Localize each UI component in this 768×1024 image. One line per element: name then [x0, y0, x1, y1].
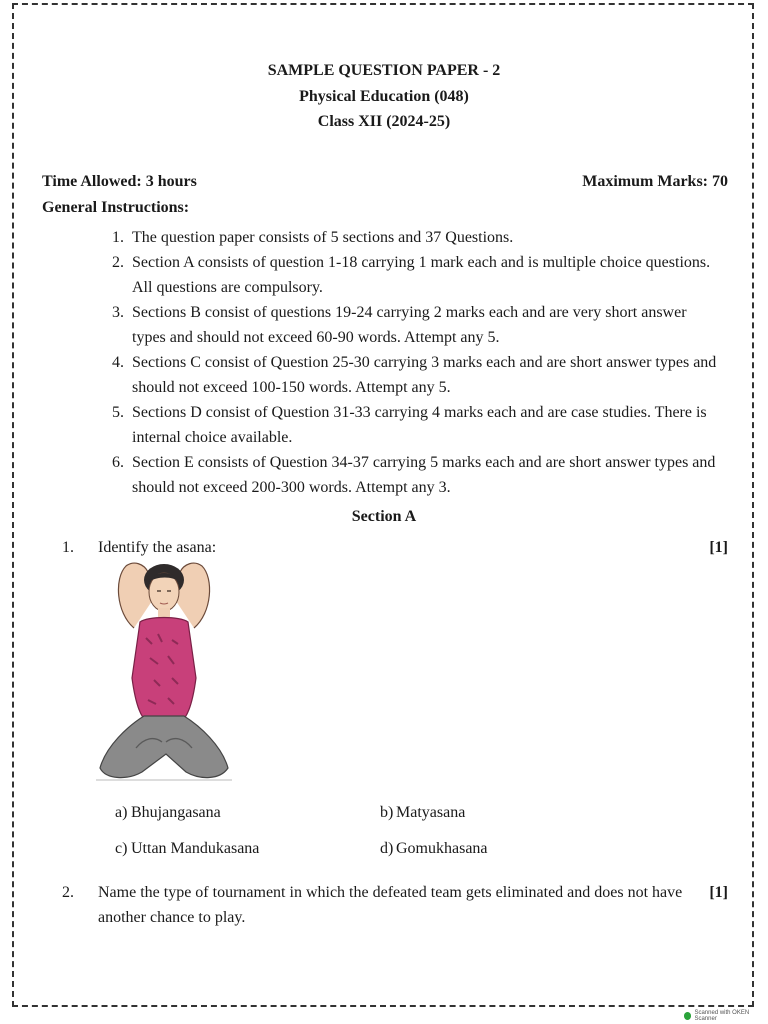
- option-a[interactable]: [115, 804, 221, 822]
- instruction-item: [112, 350, 722, 400]
- question-marks: [1]: [709, 884, 728, 901]
- option-label: b): [380, 804, 394, 821]
- option-label: a): [115, 804, 128, 821]
- instruction-text: Section E consists of Question 34-37 carrying 5 marks each and are short answer types and should not exceed 200-300 words. Attempt any 3.: [132, 454, 716, 496]
- instruction-text: Sections D consist of Question 31-33 carrying 4 marks each and are case studies. There is internal choice available.: [132, 404, 707, 446]
- instruction-number: 4.: [112, 354, 124, 371]
- time-allowed: Time Allowed: 3 hours: [42, 173, 197, 190]
- option-d[interactable]: [380, 840, 488, 858]
- question-number: 2.: [62, 884, 74, 901]
- option-label: d): [380, 840, 394, 857]
- paper-subject: Physical Education (048): [299, 88, 469, 105]
- asana-figure-image: [96, 558, 232, 784]
- scanner-watermark: [684, 1010, 768, 1022]
- instruction-number: 3.: [112, 304, 124, 321]
- question-marks: [1]: [709, 539, 728, 556]
- instruction-item: [112, 450, 722, 500]
- scanner-logo-icon: [684, 1012, 691, 1020]
- section-heading: Section A: [351, 508, 417, 525]
- instruction-number: 1.: [112, 229, 124, 246]
- paper-title: SAMPLE QUESTION PAPER - 2: [267, 62, 501, 79]
- instructions-list: [112, 225, 722, 500]
- instruction-number: 2.: [112, 254, 124, 271]
- question-text: Identify the asana:: [98, 539, 217, 556]
- question-text: Name the type of tournament in which the defeated team gets eliminated and does not have another chance to play.: [98, 884, 683, 926]
- instructions-heading: General Instructions:: [42, 199, 190, 216]
- option-label: c): [115, 840, 128, 857]
- instruction-item: [112, 250, 722, 300]
- question-number: 1.: [62, 539, 74, 556]
- maximum-marks: Maximum Marks: 70: [582, 173, 728, 190]
- option-b[interactable]: [380, 804, 465, 822]
- option-text: Gomukhasana: [396, 840, 488, 857]
- option-c[interactable]: [115, 840, 259, 858]
- instruction-text: Sections B consist of questions 19-24 carrying 2 marks each and are very short answer types and should not exceed 60-90 words. Attempt any 5.: [132, 304, 687, 346]
- instruction-number: 6.: [112, 454, 124, 471]
- instruction-number: 5.: [112, 404, 124, 421]
- instruction-item: [112, 300, 722, 350]
- option-text: Matyasana: [396, 804, 466, 821]
- option-text: Uttan Mandukasana: [131, 840, 260, 857]
- option-text: Bhujangasana: [131, 804, 221, 821]
- scanner-text: Scanned with OKEN Scanner: [694, 1010, 750, 1022]
- instruction-text: The question paper consists of 5 sections and 37 Questions.: [132, 229, 514, 246]
- paper-class: Class XII (2024-25): [317, 113, 451, 130]
- instruction-text: Sections C consist of Question 25-30 carrying 3 marks each and are short answer types and should not exceed 100-150 words. Attempt any 5.: [132, 354, 717, 396]
- instruction-text: Section A consists of question 1-18 carrying 1 mark each and is multiple choice questions. All questions are compulsory.: [132, 254, 711, 296]
- instruction-item: [112, 225, 722, 250]
- instruction-item: [112, 400, 722, 450]
